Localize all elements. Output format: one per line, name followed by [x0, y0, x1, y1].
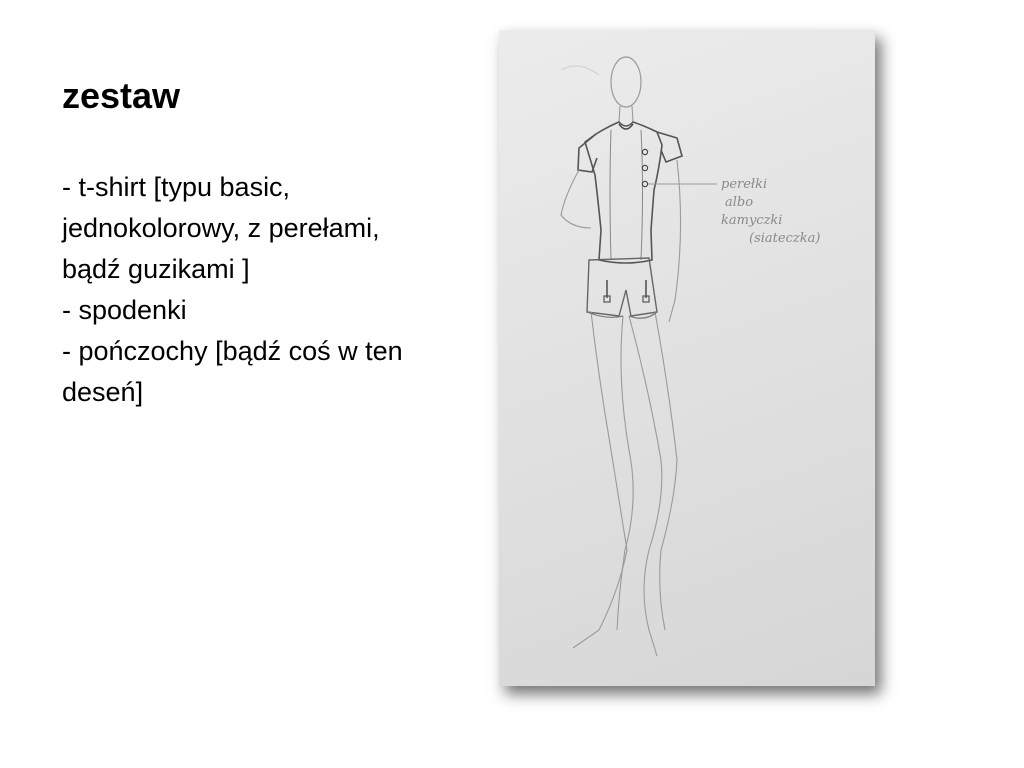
annotation-line: (siateczka) [749, 231, 821, 246]
body-line: - pończochy [bądź coś w ten [62, 336, 403, 366]
fashion-figure-drawing [499, 30, 875, 686]
annotation-line: albo [725, 195, 754, 210]
annotation-line: kamyczki [721, 213, 783, 228]
slide-body-text [62, 167, 472, 413]
pearl-button [642, 181, 647, 186]
pearl-button [642, 149, 647, 154]
slide-title: zestaw [62, 75, 181, 116]
body-line: bądź guzikami ] [62, 254, 250, 284]
sketch-right-leg [629, 316, 662, 656]
body-line: - spodenki [62, 295, 187, 325]
pearl-button [642, 165, 647, 170]
body-line: - t-shirt [typu basic, [62, 172, 291, 202]
body-line: jednokolorowy, z perełami, [62, 213, 380, 243]
body-line: deseń] [62, 377, 144, 407]
sketch-head [611, 57, 641, 107]
fashion-sketch-photo [499, 30, 875, 686]
annotation-line: perełki [721, 177, 768, 192]
sketch-tshirt [585, 122, 662, 263]
